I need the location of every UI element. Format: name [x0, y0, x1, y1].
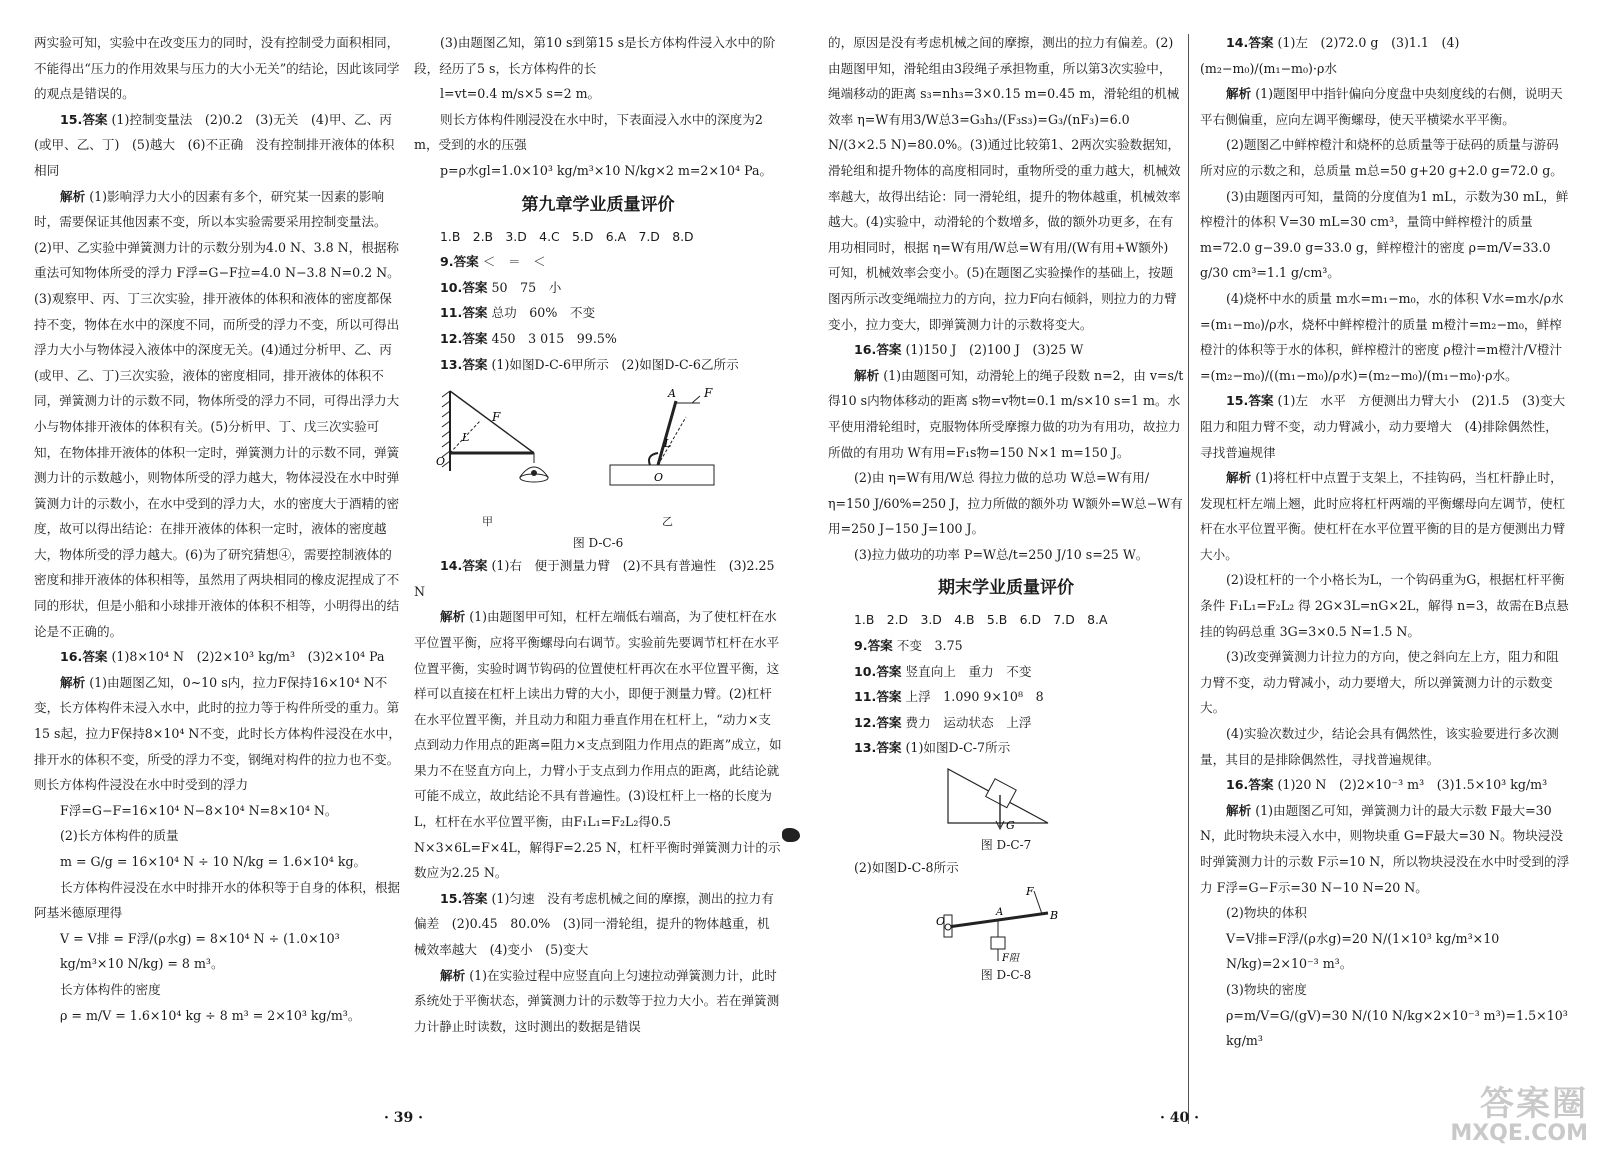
paragraph: (3)由题图丙可知，量筒的分度值为1 mL，示数为30 mL，鲜榨橙汁的体积 V=30 mL=30 cm³，量筒中鲜榨橙汁的质量 m=72.0 g−39.0 g=33.0 g，鲜榨橙汁的密度 ρ=m/V=33.0 g/30 cm³=1.1 g/cm³。	[1200, 188, 1569, 281]
column-divider	[1188, 34, 1189, 1124]
paragraph: (4)烧杯中水的质量 m水=m₁−m₀，水的体积 V水=m水/ρ水=(m₁−m₀)/ρ水，烧杯中鲜榨橙汁的质量 m橙汁=m₂−m₀，鲜榨橙汁的体积等于水的体积，鲜榨橙汁的密度 ρ橙汁=m橙汁/V橙汁=(m₂−m₀)/((m₁−m₀)/ρ水)=(m₂−m₀)/(m₁−m₀)·ρ水。	[1200, 290, 1564, 383]
q13-answer: 13.答案 (1)如图D-C-7所示	[854, 740, 1011, 756]
svg-text:L: L	[664, 437, 672, 451]
paragraph: (3)物块的密度	[1226, 981, 1307, 997]
formula: l=vt=0.4 m/s×5 s=2 m。	[440, 86, 601, 102]
svg-text:B: B	[1050, 908, 1059, 922]
multiple-choice-answers: 1.B 2.D 3.D 4.B 5.B 6.D 7.D 8.A	[854, 612, 1108, 628]
q11-answer: 11.答案 总功 60% 不变	[440, 305, 596, 321]
figure-caption: 图 D-C-7	[980, 838, 1032, 853]
column-1	[34, 30, 402, 1028]
page-number-right: · 40 ·	[1160, 1110, 1199, 1126]
figure-d-c-6	[414, 381, 782, 531]
paragraph: (2)长方体构件的质量	[60, 828, 179, 844]
watermark	[1450, 1086, 1588, 1146]
formula: F浮=G−F=16×10⁴ N−8×10⁴ N=8×10⁴ N。	[60, 802, 338, 818]
figure-label: 甲	[482, 515, 493, 529]
paragraph: (2)设杠杆的一个小格长为L，一个钩码重为G，根据杠杆平衡条件 F₁L₁=F₂L₂ 得 2G×3L=nG×2L，解得 n=3，故需在B点悬挂的钩码总重 3G=3×0.5 N=1.5 N。	[1200, 572, 1569, 639]
paragraph: (3)拉力做功的功率 P=W总/t=250 J/10 s=25 W。	[854, 546, 1149, 562]
q15-answer: 15.答案 (1)左 水平 方便测出力臂大小 (2)1.5 (3)变大 阻力和阻力臂不变，动力臂减小，动力要增大 (4)排除偶然性，寻找普遍规律	[1200, 393, 1578, 460]
paragraph: 长方体构件浸没在水中时排开水的体积等于自身的体积，根据阿基米德原理得	[34, 879, 401, 921]
svg-text:F阻: F阻	[1002, 952, 1019, 964]
paragraph: 则长方体构件刚浸没在水中时，下表面浸入水中的深度为2 m，受到的水的压强	[414, 111, 763, 153]
svg-text:O: O	[654, 471, 664, 485]
figure-d-c-7	[828, 765, 1184, 833]
svg-text:A: A	[668, 387, 676, 401]
multiple-choice-answers: 1.B 2.B 3.D 4.C 5.D 6.A 7.D 8.D	[440, 228, 694, 244]
formula: p=ρ水gl=1.0×10³ kg/m³×10 N/kg×2 m=2×10⁴ Pa。	[440, 162, 773, 178]
figure-d-c-8	[828, 885, 1184, 963]
section-title: 第九章学业质量评价	[521, 194, 675, 215]
paragraph: 长方体构件的密度	[60, 981, 161, 997]
watermark-url: MXQE.COM	[1450, 1121, 1588, 1146]
q16-analysis: 解析 (1)由题图可知，动滑轮上的绳子段数 n=2，由 v=s/t 得10 s内物体移动的距离 s物=v物t=0.1 m/s×10 s=1 m。水平使用滑轮组时，克服物体所受摩擦力做的功为有用功，故拉力所做的有用功 W有用=F₁s物=150 N×1 m=150 J。	[828, 367, 1184, 460]
lever-diagram	[414, 381, 782, 511]
q15-analysis: 解析 (1)将杠杆中点置于支架上，不挂钩码，当杠杆静止时，发现杠杆左端上翘，此时应将杠杆两端的平衡螺母向左调节，使杠杆在水平位置平衡。使杠杆在水平位置平衡的目的是方便测出力臂大小。	[1200, 470, 1566, 562]
formula: V=V排=F浮/(ρ水g)=20 N/(1×10³ kg/m³×10 N/kg)=2×10⁻³ m³。	[1226, 930, 1500, 972]
svg-text:O: O	[936, 914, 946, 928]
scan-smudge	[782, 828, 800, 842]
q15-answer: 15.答案 (1)控制变量法 (2)0.2 (3)无关 (4)甲、乙、丙(或甲、乙、丁) (5)越大 (6)不正确 没有控制排开液体的体积相同	[34, 111, 395, 178]
formula: ρ = m/V = 1.6×10⁴ kg ÷ 8 m³ = 2×10³ kg/m³。	[60, 1007, 361, 1023]
svg-text:F: F	[1026, 884, 1034, 898]
q15-answer: 15.答案 (1)匀速 没有考虑机械之间的摩擦，测出的拉力有偏差 (2)0.45 80.0% (3)同一滑轮组，提升的物体越重，机械效率越大 (4)变小 (5)变大	[414, 890, 774, 958]
q15-analysis: 解析 (1)影响浮力大小的因素有多个，研究某一因素的影响时，需要保证其他因素不变，所以本实验需要采用控制变量法。(2)甲、乙实验中弹簧测力计的示数分别为4.0 N、3.8 N，根据称重法可知物体所受的浮力 F浮=G−F拉=4.0 N−3.8 N=0.2 N。(3)观察甲、丙、丁三次实验，排开液体的体积和液体的密度都保持不变，物体在水中的深度不同，而所受的浮力不变，所以可得出浮力大小与物体浸入液体中的深度无关。(4)通过分析甲、乙、丙(或甲、乙、丁)三次实验，液体的密度相同，排开液体的体积不同，弹簧测力计的示数不同，物体所受的浮力不同，可得出浮力大小与物体排开液体的体积有关。(5)分析甲、丁、戊三次实验可知，在物体排开液体的体积一定时，弹簧测力计的示数不同，弹簧测力计的示数越小，则物体所受的浮力越大，物体浸没在水中时弹簧测力计的示数小，在水中受到的浮力大，水的密度大于酒精的密度，故可以得出结论：在排开液体的体积一定时，液体的密度越大，物体所受的浮力越大。(6)为了研究猜想④，需要控制液体的密度和排开液体的体积相等，虽然用了两块相同的橡皮泥捏成了不同的形状，但是小船和小球排开液体的体积不相等，小明得出的结论是不正确的。	[34, 188, 400, 639]
paragraph: (2)由 η=W有用/W总 得拉力做的总功 W总=W有用/η=150 J/60%=250 J，拉力所做的额外功 W额外=W总−W有用=250 J−150 J=100 J。	[828, 470, 1183, 537]
figure-caption: 图 D-C-8	[980, 967, 1032, 982]
column-2	[414, 30, 782, 1039]
q16-answer: 16.答案 (1)150 J (2)100 J (3)25 W	[854, 342, 1084, 358]
q16-analysis: 解析 (1)由题图乙知，0~10 s内，拉力F保持16×10⁴ N不变，长方体构件未浸入水中，此时的拉力等于构件所受的重力。第15 s起，拉力F保持8×10⁴ N不变，此时长方体构件浸没在水中，排开水的体积不变，所受的浮力不变，钢绳对构件的拉力也不变。则长方体构件浸没在水中时受到的浮力	[34, 674, 401, 793]
q13-answer: 13.答案 (1)如图D-C-6甲所示 (2)如图D-C-6乙所示	[440, 356, 739, 372]
svg-text:A: A	[996, 906, 1004, 918]
incline-diagram	[828, 765, 1184, 833]
svg-text:F: F	[704, 386, 713, 401]
q12-answer: 12.答案 450 3 015 99.5%	[440, 330, 617, 346]
q10-answer: 10.答案 50 75 小	[440, 279, 562, 295]
q9-answer: 9.答案 不变 3.75	[854, 638, 963, 654]
q9-answer: 9.答案 ＜ ＝ ＜	[440, 254, 546, 270]
page-number-left: · 39 ·	[384, 1110, 423, 1126]
paragraph: (4)实验次数过少，结论会具有偶然性，该实验要进行多次测量，其目的是排除偶然性，寻找普遍规律。	[1200, 726, 1559, 767]
formula: ρ=m/V=G/(gV)=30 N/(10 N/kg×2×10⁻³ m³)=1.5×10³ kg/m³	[1226, 1007, 1568, 1049]
q16-answer: 16.答案 (1)8×10⁴ N (2)2×10³ kg/m³ (3)2×10⁴ Pa	[60, 649, 385, 665]
svg-text:G: G	[1006, 819, 1015, 833]
q14-answer: 14.答案 (1)左 (2)72.0 g (3)1.1 (4)(m₂−m₀)/(m₁−m₀)·ρ水	[1200, 35, 1460, 76]
formula: V = V排 = F浮/(ρ水g) = 8×10⁴ N ÷ (1.0×10³ kg/m³×10 N/kg) = 8 m³。	[60, 930, 340, 972]
column-3	[828, 30, 1184, 985]
q12-answer: 12.答案 费力 运动状态 上浮	[854, 714, 1032, 730]
svg-text:F: F	[492, 410, 501, 425]
formula: m = G/g = 16×10⁴ N ÷ 10 N/kg = 1.6×10⁴ kg。	[60, 854, 367, 869]
q14-analysis: 解析 (1)由题图甲可知，杠杆左端低右端高，为了使杠杆在水平位置平衡，应将平衡螺母向右调节。实验前先要调节杠杆在水平位置平衡，实验时调节钩码的位置使杠杆再次在水平位置平衡，这样可以直接在杠杆上读出力臂的大小，即便于测量力臂。(2)杠杆在水平位置平衡，并且动力和阻力垂直作用在杠杆上，“动力×支点到动力作用点的距离=阻力×支点到阻力作用点的距离”成立，如果力不在竖直方向上，力臂小于支点到力作用点的距离，此结论就可能不成立，故此结论不具有普遍性。(3)设杠杆上一格的长度为L，杠杆在水平位置平衡，由F₁L₁=F₂L₂得0.5 N×3×6L=F×4L，解得F=2.25 N，杠杆平衡时弹簧测力计的示数应为2.25 N。	[414, 609, 782, 881]
paragraph: (2)如图D-C-8所示	[854, 860, 959, 876]
paragraph: (2)题图乙中鲜榨橙汁和烧杯的总质量等于砝码的质量与游码所对应的示数之和，总质量 m总=50 g+20 g+2.0 g=72.0 g。	[1200, 137, 1563, 178]
section-title: 期末学业质量评价	[938, 578, 1074, 599]
svg-text:O: O	[436, 455, 446, 469]
svg-text:L: L	[462, 431, 470, 445]
q16-analysis: 解析 (1)由题图乙可知，弹簧测力计的最大示数 F最大=30 N，此时物块未浸入水中，则物块重 G=F最大=30 N。物块浸没时弹簧测力计的示数 F示=10 N，所以物块浸没在水中时受到的浮力 F浮=G−F示=30 N−10 N=20 N。	[1200, 802, 1570, 895]
watermark-logo: 答案圈	[1480, 1084, 1588, 1124]
paragraph: (3)由题图乙知，第10 s到第15 s是长方体构件浸入水中的阶段，经历了5 s，长方体构件的长	[414, 35, 776, 76]
paragraph: (2)物块的体积	[1226, 905, 1307, 921]
lever-force-diagram	[828, 885, 1184, 963]
q14-answer: 14.答案 (1)右 便于测量力臂 (2)不具有普遍性 (3)2.25 N	[414, 558, 775, 599]
q10-answer: 10.答案 竖直向上 重力 不变	[854, 663, 1032, 679]
figure-label: 乙	[662, 515, 673, 529]
column-4	[1200, 30, 1578, 1054]
q15-analysis: 解析 (1)在实验过程中应竖直向上匀速拉动弹簧测力计，此时系统处于平衡状态，弹簧测力计的示数等于拉力大小。若在弹簧测力计静止时读数，这时测出的数据是错误	[414, 967, 780, 1034]
q16-answer: 16.答案 (1)20 N (2)2×10⁻³ m³ (3)1.5×10³ kg/m³	[1226, 777, 1548, 793]
paragraph: 两实验可知，实验中在改变压力的同时，没有控制受力面积相同，不能得出“压力的作用效果与压力的大小无关”的结论，因此该同学的观点是错误的。	[34, 35, 400, 102]
paragraph: (3)改变弹簧测力计拉力的方向，使之斜向左上方，阻力和阻力臂不变，动力臂减小，动力要增大，所以弹簧测力计的示数变大。	[1200, 649, 1559, 716]
q14-analysis: 解析 (1)题图甲中指针偏向分度盘中央刻度线的右侧，说明天平右侧偏重，应向左调平衡螺母，使天平横梁水平平衡。	[1200, 86, 1563, 127]
figure-caption: 图 D-C-6	[572, 536, 624, 551]
q11-answer: 11.答案 上浮 1.090 9×10⁸ 8	[854, 689, 1044, 705]
paragraph: 的，原因是没有考虑机械之间的摩擦，测出的拉力有偏差。(2)由题图甲知，滑轮组由3段绳子承担物重，所以第3次实验中，绳端移动的距离 s₃=nh₃=3×0.15 m=0.45 m，滑轮组的机械效率 η=W有用3/W总3=G₃h₃/(F₃s₃)=G₃/(nF₃)=6.0 N/(3×2.5 N)=80.0%。(3)通过比较第1、2两次实验数据知，滑轮组和提升物体的高度相同时，重物所受的重力越大，机械效率越大，故得出结论：同一滑轮组，提升的物体越重，机械效率越大。(4)实验中，动滑轮的个数增多，做的额外功更多，在有用功相同时，根据 η=W有用/W总=W有用/(W有用+W额外) 可知，机械效率会变小。(5)在题图乙实验操作的基础上，按题图丙所示改变绳端拉力的方向，拉力F向右倾斜，则拉力的力臂变小，拉力变大，即弹簧测力计的示数将变大。	[828, 35, 1181, 332]
